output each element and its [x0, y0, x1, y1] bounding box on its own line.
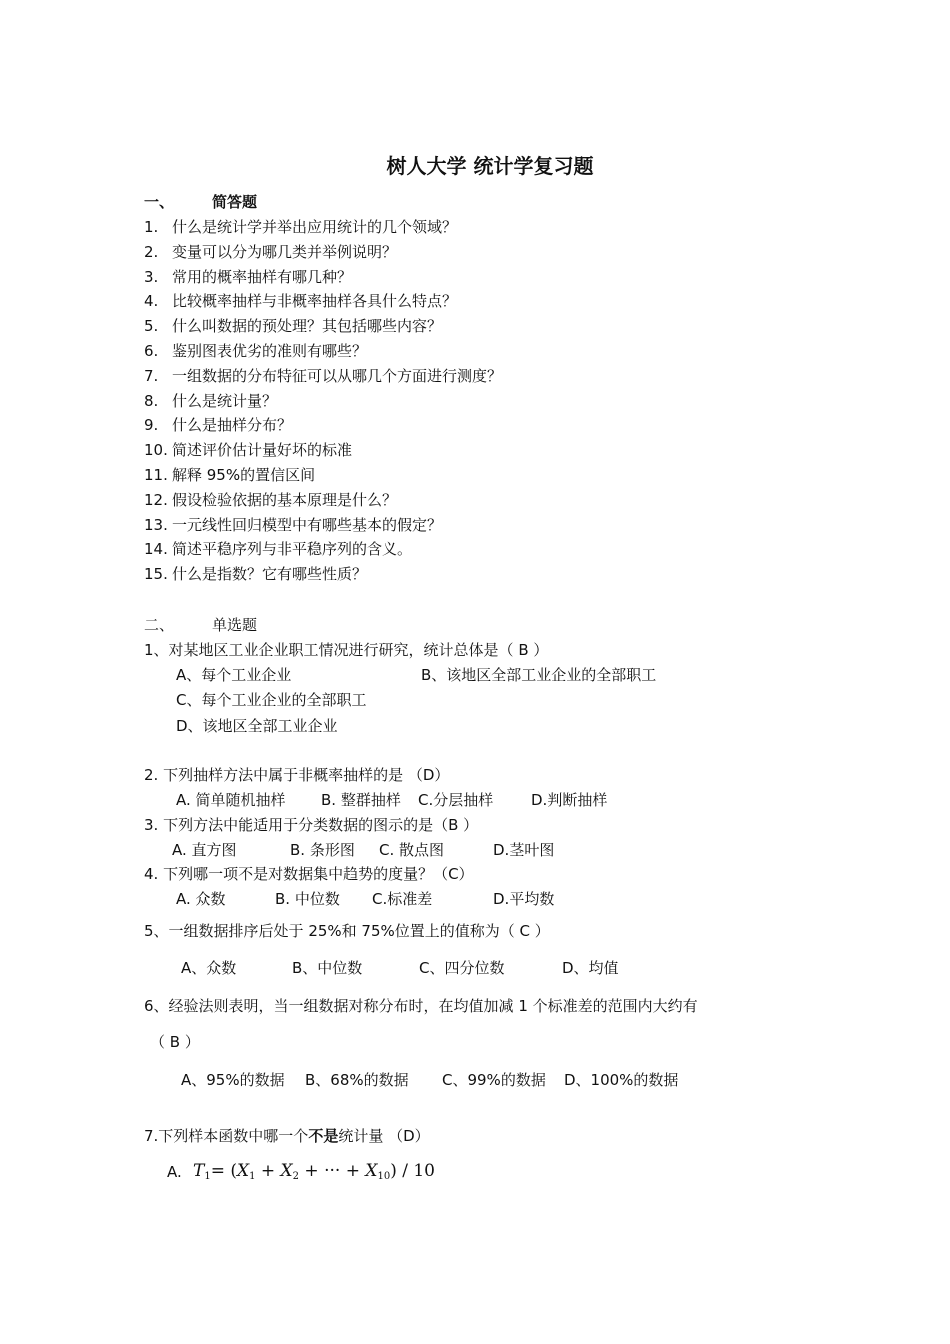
short-answer-number: 11. [144, 466, 168, 484]
q3-stem: 3. 下列方法中能适用于分类数据的图示的是（B ） [144, 816, 479, 834]
q7-stem-pre: 7.下列样本函数中哪一个 [144, 1127, 309, 1145]
q1-option-c: C、每个工业企业的全部职工 [176, 691, 367, 709]
short-answer-number: 3. [144, 268, 159, 286]
q5-option-b: B、中位数 [292, 959, 363, 977]
formula-sub: 2 [292, 1171, 300, 1182]
q6-answer-paren: （ B ） [150, 1033, 200, 1051]
short-answer-question: 一元线性回归模型中有哪些基本的假定？ [172, 516, 443, 534]
q7-stem [144, 1126, 430, 1146]
short-answer-question: 鉴别图表优劣的准则有哪些？ [172, 342, 368, 360]
formula-dots: + ··· + [299, 1161, 366, 1181]
formula-sub: 1 [204, 1171, 211, 1182]
short-answer-number: 15. [144, 565, 168, 583]
q2-stem: 2. 下列抽样方法中属于非概率抽样的是 （D） [144, 766, 450, 784]
q3-option-a: A. 直方图 [172, 841, 237, 859]
formula-eq: = ( [210, 1161, 237, 1181]
q5-option-a: A、众数 [181, 959, 237, 977]
q5-option-c: C、四分位数 [419, 959, 505, 977]
short-answer-number: 8. [144, 392, 159, 410]
short-answer-question: 比较概率抽样与非概率抽样各具什么特点？ [172, 292, 458, 310]
q2-option-a: A. 简单随机抽样 [176, 791, 286, 809]
q7-option-a-formula [193, 1159, 435, 1189]
q6-option-d: D、100%的数据 [564, 1071, 679, 1089]
section1-number: 一、 [144, 193, 175, 211]
q2-option-b: B. 整群抽样 [321, 791, 401, 809]
q5-option-d: D、均值 [562, 959, 619, 977]
q2-option-d: D.判断抽样 [531, 791, 608, 809]
short-answer-question: 一组数据的分布特征可以从哪几个方面进行测度？ [172, 367, 503, 385]
short-answer-question: 什么是统计量？ [172, 392, 278, 410]
section1-heading: 简答题 [212, 193, 258, 211]
q6-option-c: C、99%的数据 [442, 1071, 546, 1089]
section2-number: 二、 [144, 616, 175, 634]
page-title: 树人大学 统计学复习题 [386, 154, 594, 178]
q5-stem: 5、一组数据排序后处于 25%和 75%位置上的值称为（ C ） [144, 922, 550, 940]
q3-option-d: D.茎叶图 [493, 841, 555, 859]
short-answer-number: 4. [144, 292, 159, 310]
q4-option-c: C.标准差 [372, 890, 433, 908]
formula-X2: X [280, 1161, 293, 1181]
formula-T: T [193, 1161, 205, 1181]
formula-sub: 10 [377, 1171, 391, 1182]
formula-tail: ) / 10 [390, 1161, 436, 1181]
short-answer-question: 变量可以分为哪几类并举例说明？ [172, 243, 398, 261]
q7-stem-emphasis: 不是 [308, 1127, 339, 1145]
short-answer-question: 简述评价估计量好坏的标准 [172, 441, 353, 459]
q4-option-d: D.平均数 [493, 890, 555, 908]
q1-option-b: B、该地区全部工业企业的全部职工 [421, 666, 657, 684]
q2-option-c: C.分层抽样 [418, 791, 494, 809]
q7-stem-post: 统计量 （D） [338, 1127, 430, 1145]
short-answer-number: 6. [144, 342, 159, 360]
short-answer-question: 假设检验依据的基本原理是什么？ [172, 491, 398, 509]
q1-option-d: D、该地区全部工业企业 [176, 717, 338, 735]
q4-stem: 4. 下列哪一项不是对数据集中趋势的度量？（C） [144, 865, 474, 883]
q1-option-a: A、每个工业企业 [176, 666, 292, 684]
short-answer-number: 2. [144, 243, 159, 261]
formula-sub: 1 [249, 1171, 256, 1182]
q4-option-a: A. 众数 [176, 890, 226, 908]
q1-stem: 1、对某地区工业企业职工情况进行研究，统计总体是（ B ） [144, 641, 549, 659]
short-answer-number: 1. [144, 218, 159, 236]
short-answer-number: 14. [144, 540, 168, 558]
formula-X1: X [237, 1161, 250, 1181]
formula-plus: + [255, 1161, 281, 1181]
short-answer-question: 什么叫数据的预处理？其包括哪些内容？ [172, 317, 443, 335]
q6-option-b: B、68%的数据 [305, 1071, 409, 1089]
short-answer-number: 13. [144, 516, 168, 534]
section2-heading: 单选题 [212, 616, 258, 634]
short-answer-question: 什么是抽样分布？ [172, 416, 293, 434]
q3-option-c: C. 散点图 [379, 841, 445, 859]
short-answer-number: 7. [144, 367, 159, 385]
short-answer-question: 什么是统计学并举出应用统计的几个领域？ [172, 218, 458, 236]
short-answer-number: 9. [144, 416, 159, 434]
short-answer-question: 什么是指数？它有哪些性质？ [172, 565, 368, 583]
q7-option-a-label: A. [167, 1163, 182, 1181]
short-answer-number: 12. [144, 491, 168, 509]
short-answer-question: 简述平稳序列与非平稳序列的含义。 [172, 540, 413, 558]
formula-X10: X [365, 1161, 378, 1181]
q6-stem: 6、经验法则表明，当一组数据对称分布时，在均值加减 1 个标准差的范围内大约有 [144, 997, 698, 1015]
q4-option-b: B. 中位数 [275, 890, 340, 908]
q6-option-a: A、95%的数据 [181, 1071, 285, 1089]
short-answer-question: 常用的概率抽样有哪几种？ [172, 268, 353, 286]
short-answer-number: 10. [144, 441, 168, 459]
q3-option-b: B. 条形图 [290, 841, 355, 859]
short-answer-question: 解释 95%的置信区间 [172, 466, 316, 484]
short-answer-number: 5. [144, 317, 159, 335]
